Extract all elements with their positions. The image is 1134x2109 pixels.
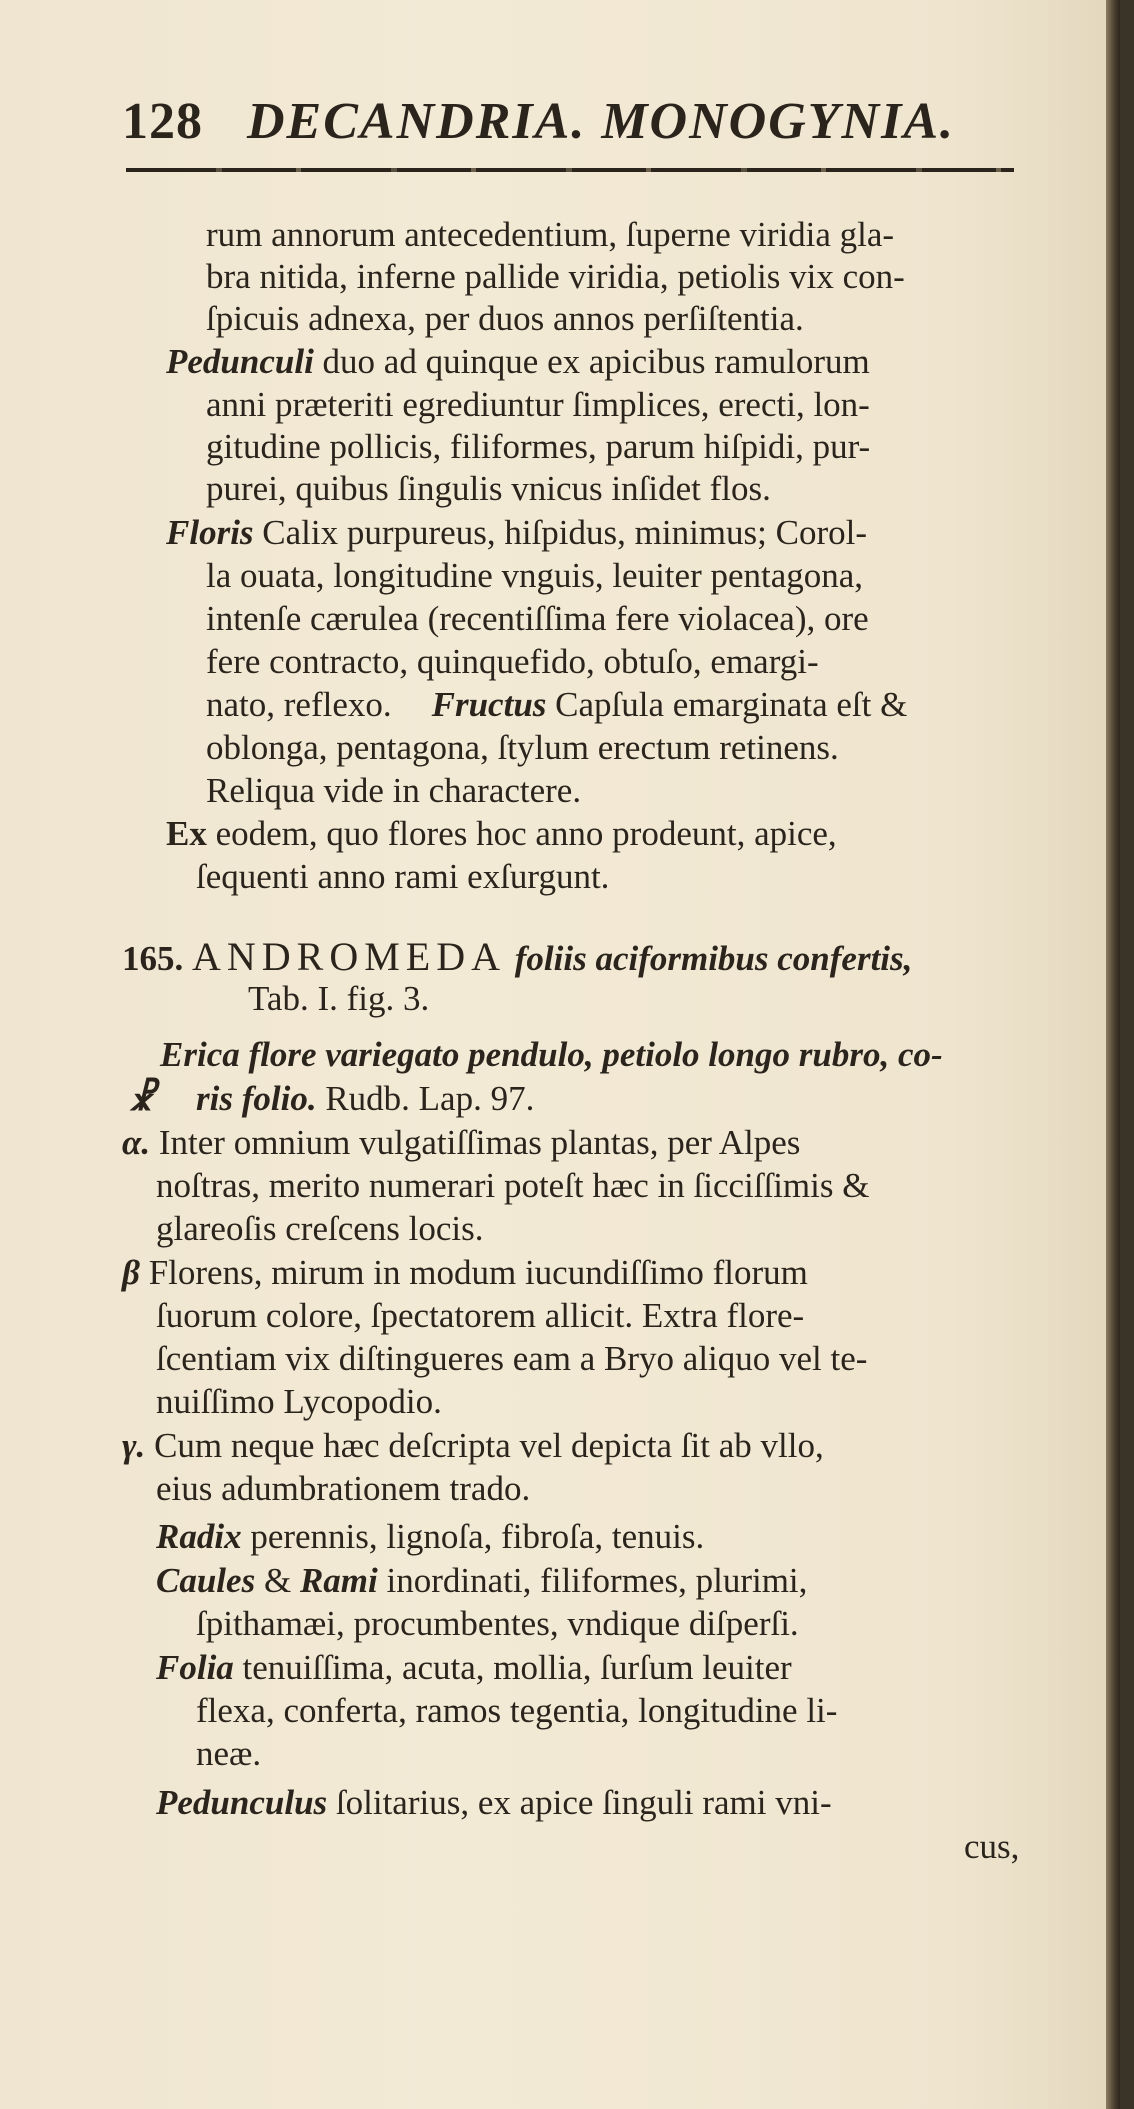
text-line: Reliqua vide in charactere.	[206, 771, 582, 810]
text-line: noſtras, merito numerari poteſt hæc in ſicciſſimis &	[156, 1166, 870, 1205]
synonym-line: ☧ ris folio. Rudb. Lap. 97.	[128, 1079, 535, 1118]
text-line: ſuorum colore, ſpectatorem allicit. Extra flore-	[156, 1296, 805, 1335]
term-label: Caules	[156, 1561, 256, 1600]
text-line: fere contracto, quinquefido, obtuſo, emargi-	[206, 642, 819, 681]
catchword: cus,	[964, 1827, 1020, 1866]
text-line: α. Inter omnium vulgatiſſimas plantas, per Alpes	[122, 1123, 801, 1162]
term-label: Fructus	[431, 685, 547, 724]
text-line: intenſe cærulea (recentiſſima fere violacea), ore	[206, 599, 869, 638]
text-line: nuiſſimo Lycopodio.	[156, 1382, 442, 1421]
symbol-mark: ☧	[128, 1079, 156, 1118]
text-line: glareoſis creſcens locis.	[156, 1209, 484, 1248]
running-title: DECANDRIA. MONOGYNIA.	[247, 93, 955, 150]
species-heading	[122, 936, 912, 980]
text-line: oblonga, pentagona, ſtylum erectum retinens.	[206, 728, 839, 767]
paragraph-marker: α.	[122, 1123, 151, 1162]
text-line: anni præteriti egrediuntur ſimplices, erecti, lon-	[206, 385, 870, 424]
term-label: Floris	[166, 513, 254, 552]
text-line: la ouata, longitudine vnguis, leuiter pentagona,	[206, 556, 864, 595]
text-line: Floris Calix purpureus, hiſpidus, minimus; Corol-	[166, 513, 868, 552]
text-line: eius adumbrationem trado.	[156, 1469, 531, 1508]
species-number: 165.	[122, 939, 184, 978]
lead-word: Ex	[166, 814, 207, 853]
text-line: β Florens, mirum in modum iucundiſſimo florum	[122, 1253, 808, 1292]
text-line: ſequenti anno rami exſurgunt.	[196, 857, 610, 896]
text-line: ſpithamæi, procumbentes, vndique diſperſi.	[196, 1604, 799, 1643]
running-header	[122, 92, 955, 151]
text-line: purei, quibus ſingulis vnicus inſidet flos.	[206, 469, 771, 508]
text-line: Pedunculus ſolitarius, ex apice ſinguli rami vni-	[156, 1783, 832, 1822]
text-line: bra nitida, inferne pallide viridia, petiolis vix con-	[206, 257, 905, 296]
term-label: Pedunculi	[166, 342, 314, 381]
text-line: Folia tenuiſſima, acuta, mollia, ſurſum leuiter	[156, 1648, 792, 1687]
text-line: Ex eodem, quo flores hoc anno prodeunt, apice,	[166, 814, 837, 853]
paragraph-marker: β	[122, 1253, 140, 1292]
term-label: Folia	[156, 1648, 234, 1687]
text-line: ſcentiam vix diſtingueres eam a Bryo aliquo vel te-	[156, 1339, 868, 1378]
term-label: Pedunculus	[156, 1783, 328, 1822]
synonym-line: Erica flore variegato pendulo, petiolo longo rubro, co-	[160, 1035, 943, 1074]
term-label: Rami	[299, 1561, 378, 1600]
genus-name: ANDROMEDA	[192, 934, 506, 979]
text-line: Radix perennis, lignoſa, fibroſa, tenuis.	[156, 1517, 705, 1556]
text-line: nato, reflexo. Fructus Capſula emarginata eſt &	[206, 685, 908, 724]
term-label: Radix	[156, 1517, 242, 1556]
header-rule	[126, 168, 1014, 172]
text-line: Tab. I. fig. 3.	[248, 979, 430, 1018]
text-line: Caules & Rami inordinati, filiformes, plurimi,	[156, 1561, 808, 1600]
page-number: 128	[122, 93, 203, 150]
text-line: flexa, conferta, ramos tegentia, longitudine li-	[196, 1691, 838, 1730]
page-edge-shadow	[1106, 0, 1120, 2109]
species-diagnosis: foliis aciformibus confertis,	[506, 939, 913, 978]
text-line: rum annorum antecedentium, ſuperne viridia gla-	[206, 215, 895, 254]
text-line: gitudine pollicis, filiformes, parum hiſpidi, pur-	[206, 427, 871, 466]
paragraph-marker: γ.	[122, 1426, 146, 1465]
text-line: neæ.	[196, 1734, 262, 1773]
text-line: γ. Cum neque hæc deſcripta vel depicta ſit ab vllo,	[122, 1426, 824, 1465]
text-line: Pedunculi duo ad quinque ex apicibus ramulorum	[166, 342, 870, 381]
text-line: ſpicuis adnexa, per duos annos perſiſtentia.	[206, 299, 804, 338]
